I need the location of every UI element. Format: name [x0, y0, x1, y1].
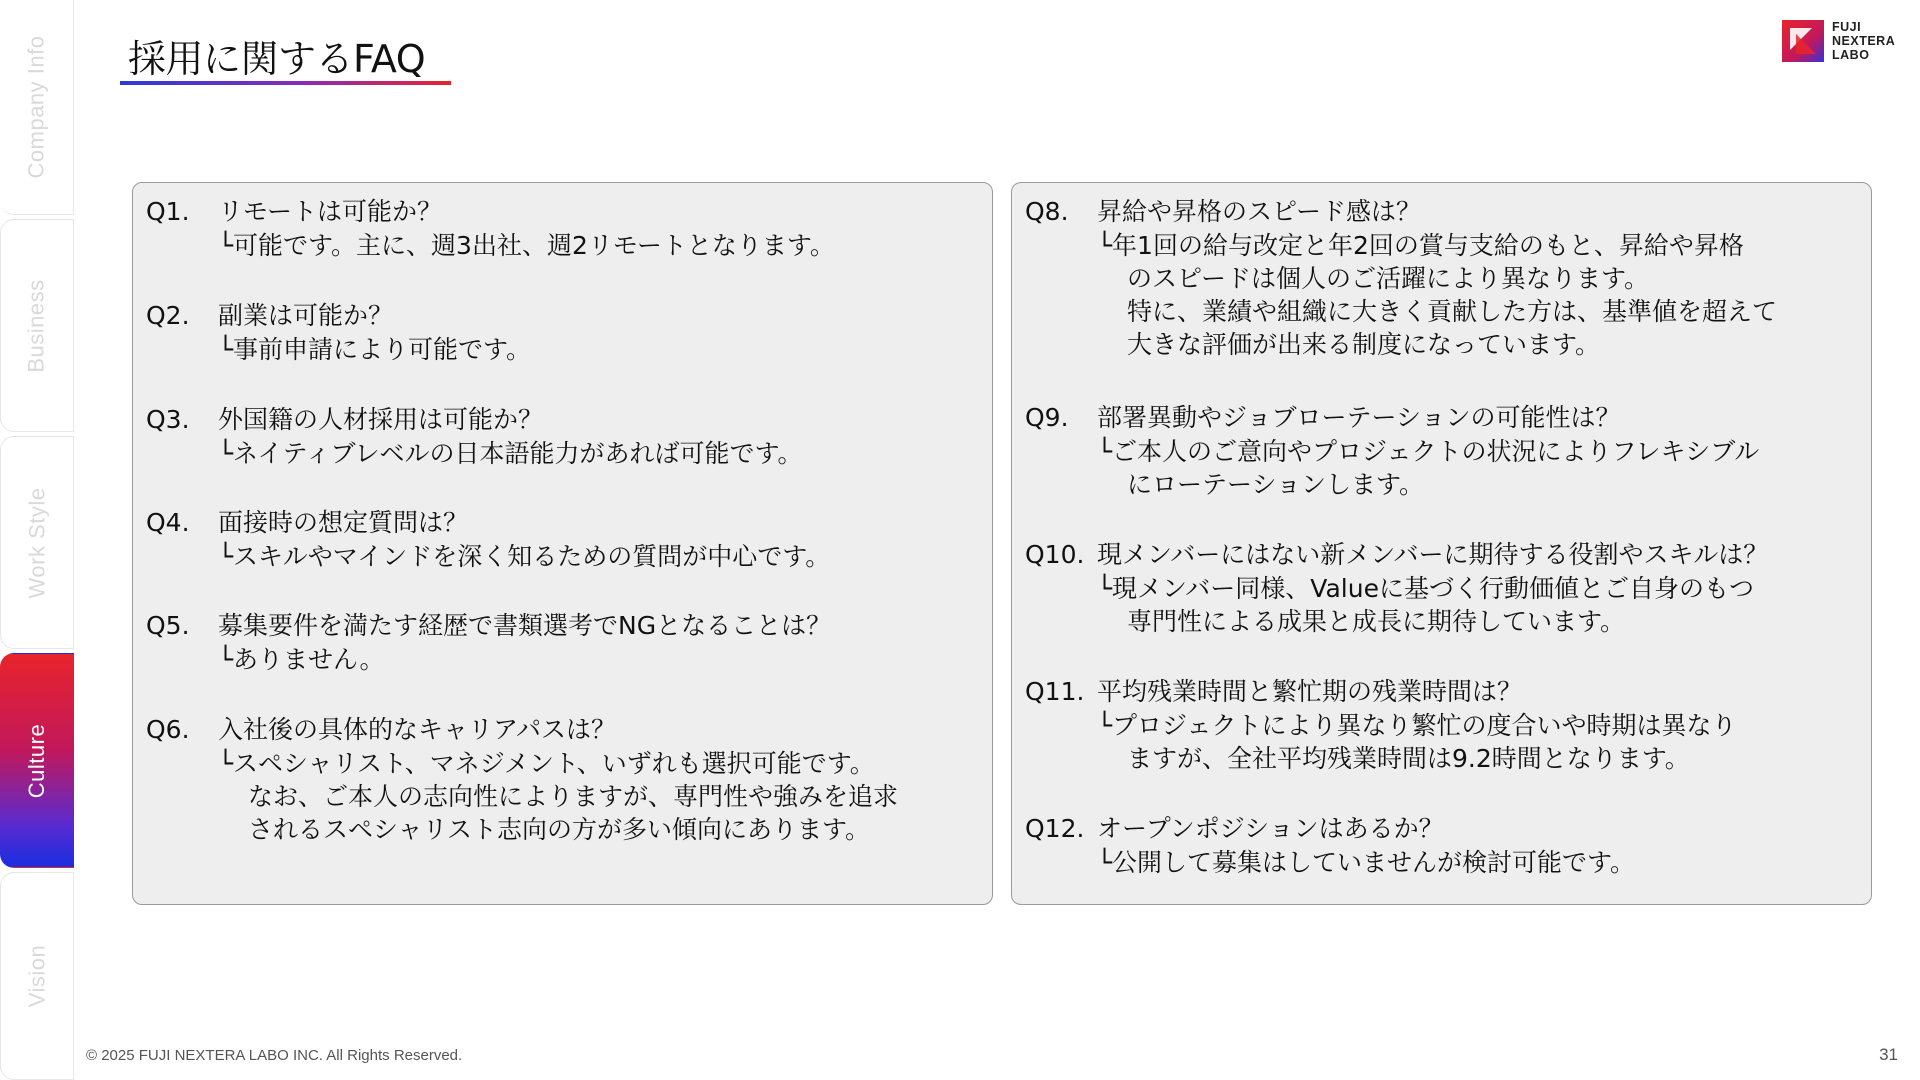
faq-question: 平均残業時間と繁忙期の残業時間は？ [1097, 677, 1523, 706]
tab-vision-label: Vision [24, 944, 49, 1008]
faq-answer [218, 540, 830, 573]
faq-answer-line: └スキルやマインドを深く知るための質問が中心です。 [218, 542, 831, 571]
faq-number: Q4. [146, 508, 190, 537]
page-title: 採用に関するFAQ [128, 37, 426, 81]
faq-question: 面接時の想定質問は？ [218, 508, 469, 537]
faq-answer-line: にローテーションします。 [1127, 470, 1425, 499]
faq-answer [1097, 846, 1635, 879]
logo-mark-icon [1782, 20, 1824, 62]
tab-work-style[interactable] [0, 436, 74, 649]
faq-number: Q8. [1025, 197, 1069, 226]
faq-answer-line: └公開して募集はしていませんが検討可能です。 [1097, 848, 1636, 877]
faq-answer-line: 大きな評価が出来る制度になっています。 [1127, 330, 1601, 359]
logo-line-1: FUJI [1832, 20, 1862, 34]
faq-panel-left [132, 182, 993, 905]
faq-number: Q6. [146, 715, 190, 744]
tab-business-label: Business [24, 278, 49, 373]
faq-answer [1097, 709, 1737, 775]
faq-answer-line: └ネイティブレベルの日本語能力があれば可能です。 [218, 439, 803, 468]
faq-panel-right [1011, 182, 1872, 905]
tab-vision[interactable] [0, 872, 74, 1080]
logo-line-2: NEXTERA [1832, 34, 1896, 48]
faq-number: Q5. [146, 611, 190, 640]
tab-business[interactable] [0, 219, 74, 432]
faq-question: 募集要件を満たす経歴で書類選考でNGとなることは？ [218, 611, 832, 640]
faq-number: Q3. [146, 405, 190, 434]
faq-number: Q1. [146, 197, 190, 226]
faq-answer [1097, 572, 1754, 638]
company-logo [1782, 20, 1895, 62]
faq-answer-line: なお、ご本人の志向性によりますが、専門性や強みを追求 [248, 782, 899, 811]
tab-company-info-label: Company Info [23, 35, 49, 179]
faq-answer [218, 747, 898, 846]
logo-line-3: LABO [1832, 48, 1870, 62]
faq-number: Q11. [1025, 677, 1085, 706]
title-underline [120, 81, 451, 85]
tab-culture-label: Culture [24, 723, 50, 798]
tab-culture[interactable] [0, 653, 74, 868]
tab-work-style-label: Work Style [24, 487, 50, 598]
faq-answer-line: のスピードは個人のご活躍により異なります。 [1127, 264, 1650, 293]
faq-answer [218, 333, 531, 366]
faq-question: 入社後の具体的なキャリアパスは？ [218, 715, 617, 744]
logo-text [1832, 20, 1895, 62]
faq-number: Q9. [1025, 403, 1069, 432]
faq-question: 現メンバーにはない新メンバーに期待する役割やスキルは？ [1097, 540, 1769, 569]
page-number: 31 [1879, 1045, 1898, 1064]
faq-question: 副業は可能か？ [218, 301, 394, 330]
faq-number: Q2. [146, 301, 190, 330]
faq-answer [218, 229, 835, 262]
faq-question: オープンポジションはあるか？ [1097, 814, 1444, 843]
faq-answer-line: └現メンバー同様、Valueに基づく行動価値とご自身のもつ [1097, 574, 1754, 603]
faq-question: 昇給や昇格のスピード感は？ [1097, 197, 1422, 226]
faq-answer-line: └年1回の給与改定と年2回の賞与支給のもと、昇給や昇格 [1097, 231, 1744, 260]
faq-answer-line: 特に、業績や組織に大きく貢献した方は、基準値を超えて [1127, 297, 1778, 326]
copyright-text: © 2025 FUJI NEXTERA LABO INC. All Rights Reserved. [86, 1047, 463, 1064]
faq-answer-line: └ご本人のご意向やプロジェクトの状況によりフレキシブル [1097, 437, 1760, 466]
faq-answer [218, 437, 803, 470]
faq-answer-line: ますが、全社平均残業時間は9.2時間となります。 [1127, 744, 1690, 773]
faq-answer [1097, 229, 1777, 361]
faq-answer-line: されるスペシャリスト志向の方が多い傾向にあります。 [248, 815, 871, 844]
faq-answer-line: └事前申請により可能です。 [218, 335, 532, 364]
side-navigation [0, 0, 75, 1080]
tab-company-info[interactable] [0, 0, 74, 215]
faq-number: Q10. [1025, 540, 1085, 569]
faq-answer [1097, 435, 1759, 501]
faq-answer-line: └可能です。主に、週3出社、週2リモートとなります。 [218, 231, 835, 260]
faq-number: Q12. [1025, 814, 1085, 843]
faq-answer [218, 643, 385, 676]
faq-answer-line: └スペシャリスト、マネジメント、いずれも選択可能です。 [218, 749, 875, 778]
faq-answer-line: 専門性による成果と成長に期待しています。 [1127, 607, 1626, 636]
faq-answer-line: └ありません。 [218, 645, 385, 674]
faq-question: 外国籍の人材採用は可能か？ [218, 405, 544, 434]
faq-answer-line: └プロジェクトにより異なり繁忙の度合いや時期は異なり [1097, 711, 1737, 740]
faq-question: リモートは可能か？ [218, 197, 443, 226]
faq-question: 部署異動やジョブローテーションの可能性は？ [1097, 403, 1621, 432]
